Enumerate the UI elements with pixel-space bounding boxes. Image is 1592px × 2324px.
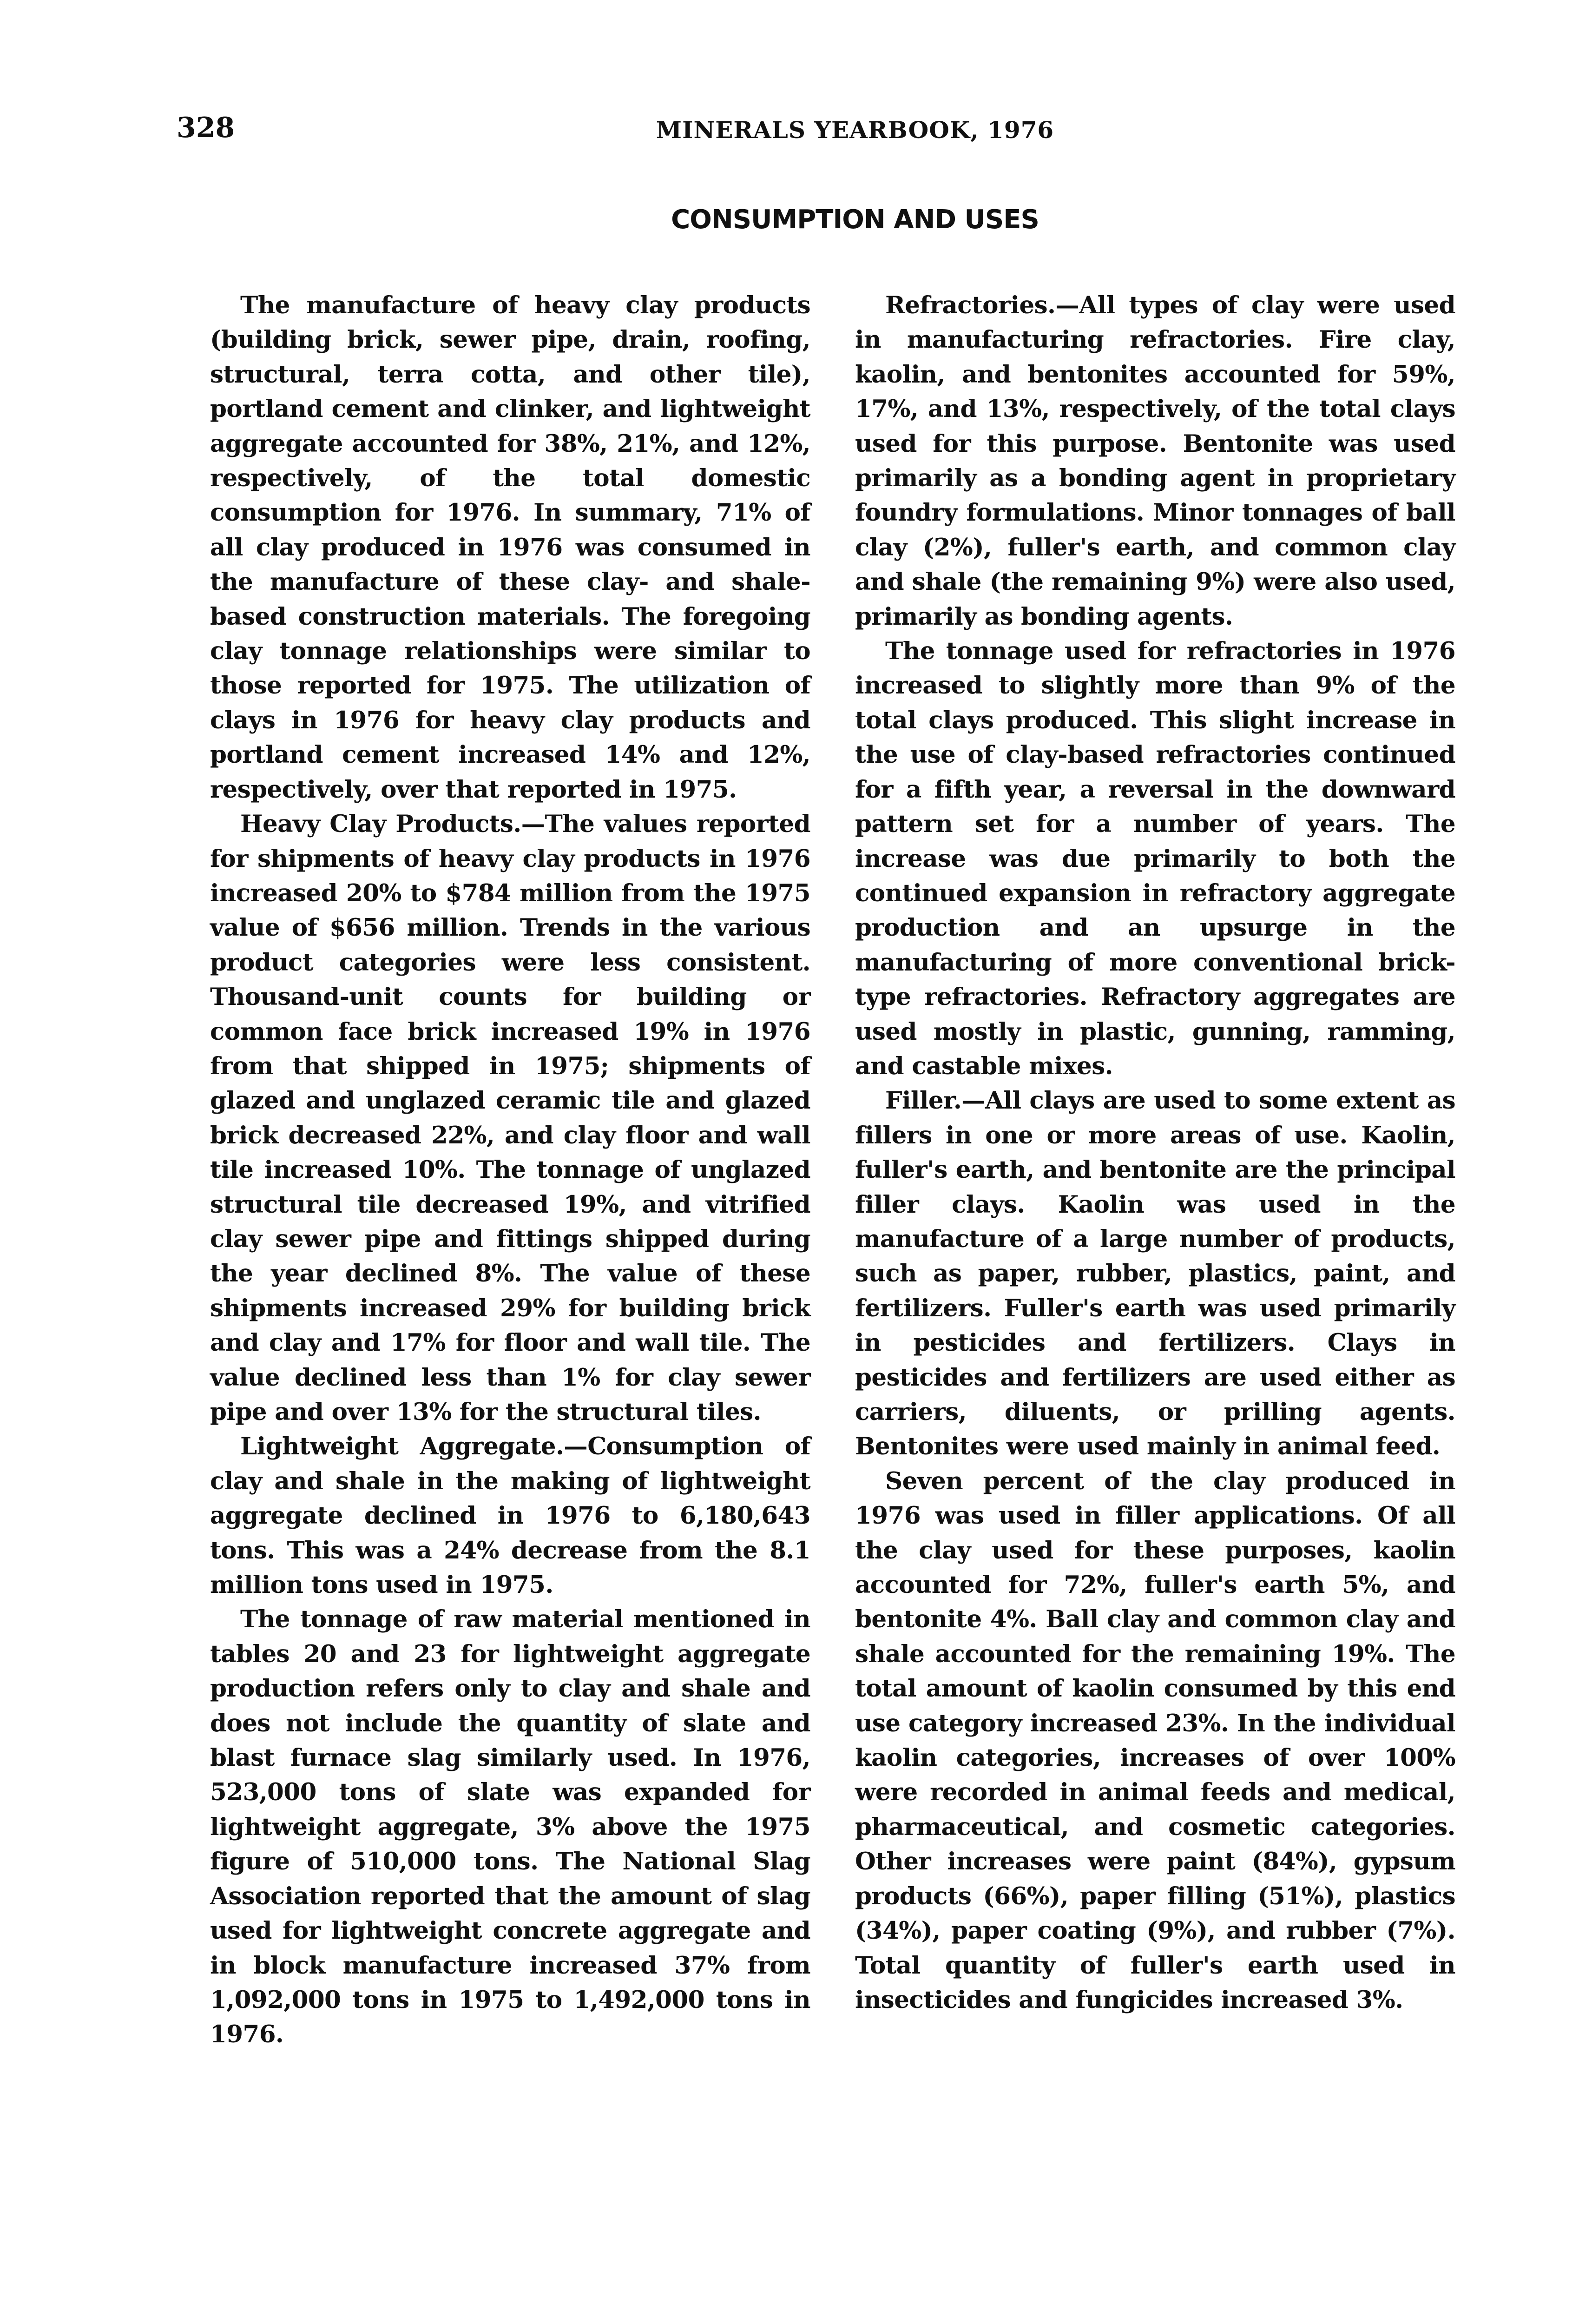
paragraph [210,1429,810,1602]
paragraph [855,634,1455,1083]
paragraph-text: —Consumption of clay and shale in the making of lightweight aggregate declined in 1976 to 6,180,643 tons. This was a 24% decrease from the 8.1 million tons used in 1975. [210,1433,810,1599]
paragraph [855,1083,1455,1464]
running-head: MINERALS YEARBOOK, 1976 [656,116,1054,144]
paragraph-heading: Refractories. [885,291,1056,319]
paragraph [855,288,1455,634]
paragraph [210,807,810,1429]
paragraph-text: The tonnage of raw material mentioned in tables 20 and 23 for lightweight aggregate production refers only to clay and shale and does not include the quantity of slate and blast furnace slag similarly used. In 1976, 523,000 tons of slate was expanded for lightweight aggregate, 3% above the 1975 figure of 510,000 tons. The National Slag Association reported that the amount of slag used for lightweight concrete aggregate and in block manufacture increased 37% from 1,092,000 tons in 1975 to 1,492,000 tons in 1976. [210,1605,810,2049]
right-column [855,288,1455,2017]
paragraph-text: —All clays are used to some extent as fillers in one or more areas of use. Kaolin, fuller's earth, and bentonite are the principal filler clays. Kaolin was used in the manufacture of a large number of products, such as paper, rubber, plastics, paint, and fertilizers. Fuller's earth was used primarily in pesticides and fertilizers. Clays in pesticides and fertilizers are used either as carriers, diluents, or prilling agents. Bentonites were used mainly in animal feed. [855,1087,1455,1461]
paragraph-heading: Heavy Clay Products. [240,810,521,838]
paragraph-heading: Lightweight Aggregate. [240,1433,564,1461]
paragraph [855,1464,1455,2018]
paragraph-heading: Filler. [885,1087,962,1115]
paragraph-text: Seven percent of the clay produced in 1976 was used in filler applications. Of all the clay used for these purposes, kaolin accounted for 72%, fuller's earth 5%, and bentonite 4%. Ball clay and common clay and shale accounted for the remaining 19%. The total amount of kaolin consumed by this end use category increased 23%. In the individual kaolin categories, increases of over 100% were recorded in animal feeds and medical, pharmaceutical, and cosmetic categories. Other increases were paint (84%), gypsum products (66%), paper filling (51%), plastics (34%), paper coating (9%), and rubber (7%). Total quantity of fuller's earth used in insecticides and fungicides increased 3%. [855,1467,1455,2014]
paragraph-text: —All types of clay were used in manufacturing refractories. Fire clay, kaolin, and bentonites accounted for 59%, 17%, and 13%, respectively, of the total clays used for this purpose. Bentonite was used primarily as a bonding agent in proprietary foundry formulations. Minor tonnages of ball clay (2%), fuller's earth, and common clay and shale (the remaining 9%) were also used, primarily as bonding agents. [855,291,1455,631]
paragraph [210,288,810,807]
paragraph-text: The manufacture of heavy clay products (building brick, sewer pipe, drain, roofing, structural, terra cotta, and other tile), portland cement and clinker, and lightweight aggregate accounted for 38%, 21%, and 12%, respectively, of the total domestic consumption for 1976. In summary, 71% of all clay produced in 1976 was consumed in the manufacture of these clay- and shale-based construction materials. The foregoing clay tonnage relationships were similar to those reported for 1975. The utilization of clays in 1976 for heavy clay products and portland cement increased 14% and 12%, respectively, over that reported in 1975. [210,291,810,804]
paragraph-text: The tonnage used for refractories in 1976 increased to slightly more than 9% of the total clays produced. This slight increase in the use of clay-based refractories continued for a fifth year, a reversal in the downward pattern set for a number of years. The increase was due primarily to both the continued expansion in refractory aggregate production and an upsurge in the manufacturing of more conventional brick-type refractories. Refractory aggregates are used mostly in plastic, gunning, ramming, and castable mixes. [855,637,1455,1080]
section-title: CONSUMPTION AND USES [671,205,1039,235]
paragraph [210,1602,810,2052]
paragraph-text: —The values reported for shipments of heavy clay products in 1976 increased 20% to $784 million from the 1975 value of $656 million. Trends in the various product categories were less consistent. Thousand-unit counts for building or common face brick increased 19% in 1976 from that shipped in 1975; shipments of glazed and unglazed ceramic tile and glazed brick decreased 22%, and clay floor and wall tile increased 10%. The tonnage of unglazed structural tile decreased 19%, and vitrified clay sewer pipe and fittings shipped during the year declined 8%. The value of these shipments increased 29% for building brick and clay and 17% for floor and wall tile. The value declined less than 1% for clay sewer pipe and over 13% for the structural tiles. [210,810,810,1426]
page-number: 328 [177,112,235,144]
left-column [210,288,810,2052]
